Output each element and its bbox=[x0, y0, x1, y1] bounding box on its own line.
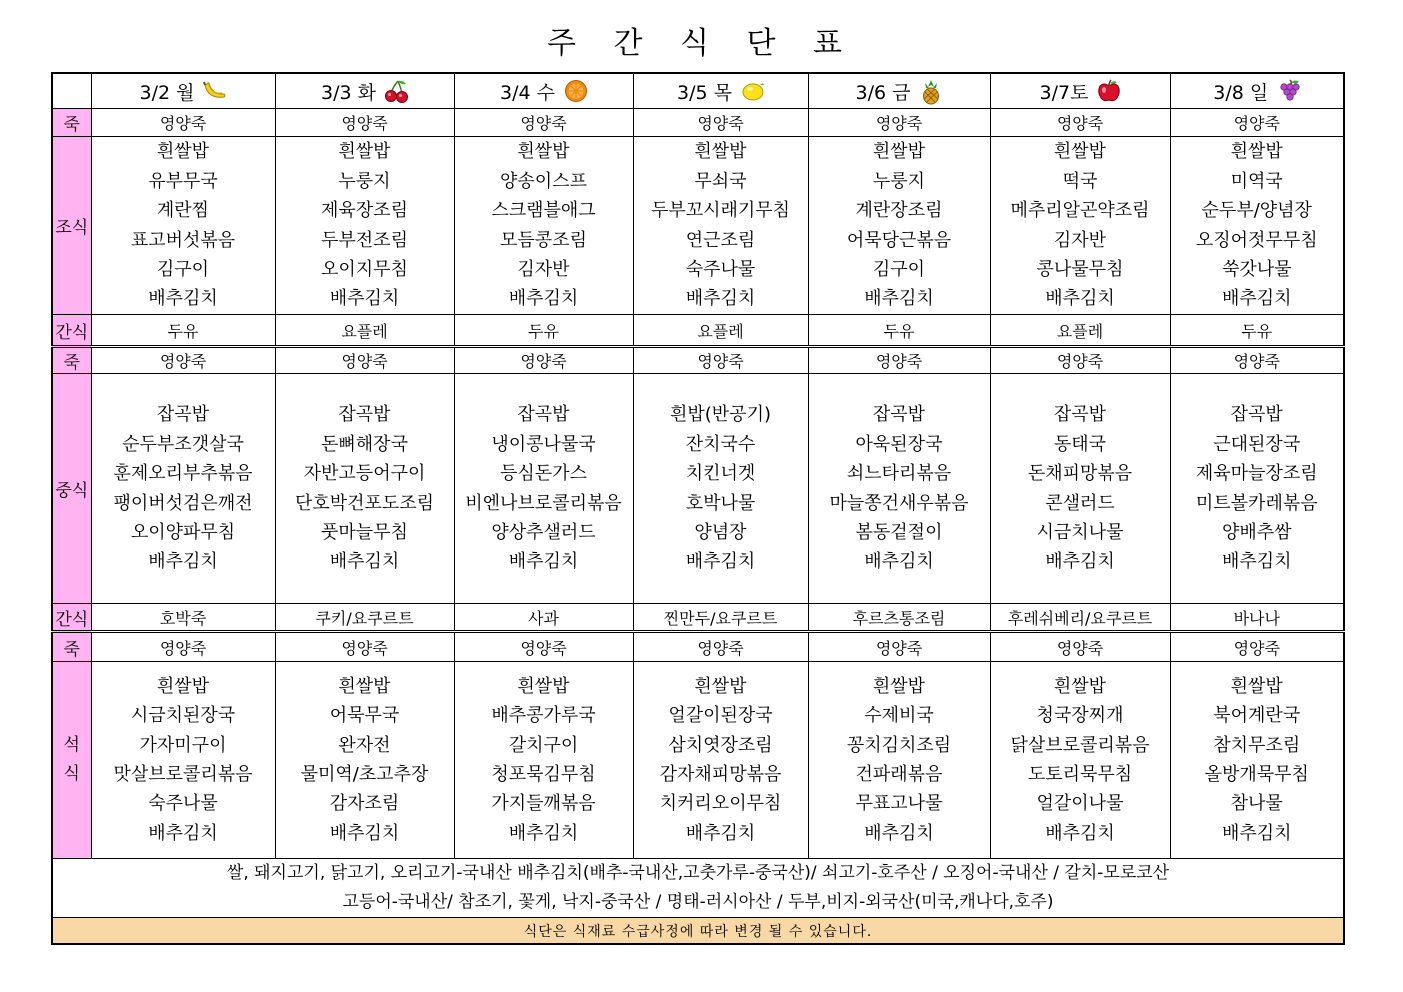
menu-item: 배추김치 bbox=[1045, 822, 1115, 844]
menu-item: 김구이 bbox=[156, 258, 210, 280]
dinner-row bbox=[52, 662, 1344, 859]
lunch-porridge-cell: 영양죽 bbox=[1170, 347, 1344, 374]
menu-item: 배추김치 bbox=[1045, 288, 1115, 310]
menu-item: 시금치된장국 bbox=[130, 705, 236, 727]
menu-item: 쇠느타리볶음 bbox=[846, 463, 952, 485]
menu-item: 북어계란국 bbox=[1213, 705, 1301, 727]
menu-item: 숙주나물 bbox=[148, 793, 218, 815]
menu-item: 스크램블애그 bbox=[491, 200, 596, 222]
breakfast-porridge-cell: 영양죽 bbox=[275, 109, 454, 137]
menu-item: 잡곡밥 bbox=[872, 404, 926, 426]
menu-item: 청국장찌개 bbox=[1036, 705, 1124, 727]
breakfast-porridge-cell: 영양죽 bbox=[808, 109, 990, 137]
day-header-content bbox=[500, 78, 587, 105]
menu-item: 올방개묵무침 bbox=[1204, 764, 1309, 785]
afternoon-snack-row bbox=[52, 604, 1344, 632]
menu-item: 배추김치 bbox=[148, 551, 218, 573]
dinner-label-2: 식 bbox=[63, 764, 80, 784]
lunch-menu-cell bbox=[808, 374, 990, 604]
lunch-porridge-cell: 영양죽 bbox=[91, 347, 275, 374]
menu-item: 수제비국 bbox=[864, 705, 934, 727]
day-header-content bbox=[677, 78, 764, 105]
menu-item: 배추김치 bbox=[148, 288, 218, 310]
menu-item: 비엔나브로콜리볶음 bbox=[465, 492, 622, 514]
menu-item: 어묵당근볶음 bbox=[846, 229, 952, 251]
morning-snack-cell: 요플레 bbox=[990, 315, 1170, 347]
menu-item: 훈제오리부추볶음 bbox=[113, 463, 253, 485]
menu-item: 근대된장국 bbox=[1213, 433, 1301, 455]
afternoon-snack-cell: 호박죽 bbox=[91, 604, 275, 632]
lunch-menu-cell bbox=[633, 374, 808, 604]
menu-item: 동태국 bbox=[1053, 433, 1107, 455]
menu-item: 갈치구이 bbox=[508, 734, 579, 756]
day-date: 3/3 화 bbox=[321, 81, 376, 104]
menu-item: 제육장조림 bbox=[321, 200, 408, 222]
lunch-porridge-cell: 영양죽 bbox=[633, 347, 808, 374]
day-header-5 bbox=[990, 73, 1170, 109]
menu-item: 미트볼카레볶음 bbox=[1195, 492, 1318, 514]
lunch-row bbox=[52, 374, 1344, 604]
menu-item: 양상추샐러드 bbox=[491, 521, 596, 543]
morning-snack-cell: 두유 bbox=[91, 315, 275, 347]
menu-item: 유부무국 bbox=[148, 170, 218, 192]
menu-item: 제육마늘장조림 bbox=[1195, 463, 1318, 485]
lunch-menu-cell bbox=[1170, 374, 1344, 604]
menu-item: 배추김치 bbox=[508, 551, 579, 573]
menu-item: 떡국 bbox=[1062, 170, 1098, 192]
porridge-label: 죽 bbox=[52, 347, 91, 374]
day-date: 3/7토 bbox=[1039, 81, 1089, 104]
menu-item: 가자미구이 bbox=[139, 734, 227, 756]
menu-item: 오이양파무침 bbox=[130, 521, 236, 543]
menu-item: 무표고나물 bbox=[855, 793, 943, 815]
lunch-label: 중식 bbox=[52, 374, 91, 604]
menu-item: 돈채피망볶음 bbox=[1027, 463, 1133, 485]
day-header-1 bbox=[275, 73, 454, 109]
menu-item: 어묵무국 bbox=[329, 705, 400, 727]
menu-change-notice: 식단은 식재료 수급사정에 따라 변경 될 수 있습니다. bbox=[52, 918, 1344, 945]
menu-item: 배추김치 bbox=[148, 822, 218, 844]
menu-item: 누룽지 bbox=[872, 170, 926, 192]
menu-item: 콩나물무침 bbox=[1036, 258, 1124, 280]
menu-item: 잡곡밥 bbox=[1230, 404, 1283, 426]
menu-item: 마늘쫑건새우볶음 bbox=[829, 492, 969, 514]
origin-info bbox=[52, 859, 1344, 918]
breakfast-row bbox=[52, 137, 1344, 315]
day-header-6 bbox=[1170, 73, 1344, 109]
afternoon-snack-cell: 바나나 bbox=[1170, 604, 1344, 632]
lunch-menu-cell bbox=[91, 374, 275, 604]
menu-item: 물미역/초고추장 bbox=[300, 764, 429, 785]
lunch-porridge-row bbox=[52, 347, 1344, 374]
lunch-menu-cell bbox=[275, 374, 454, 604]
dinner-menu-cell bbox=[808, 662, 990, 859]
menu-item: 감자조림 bbox=[329, 793, 400, 815]
menu-item: 잡곡밥 bbox=[517, 404, 570, 426]
menu-item: 건파래볶음 bbox=[855, 764, 943, 785]
day-header-0 bbox=[91, 73, 275, 109]
menu-item: 흰쌀밥 bbox=[694, 675, 747, 697]
menu-item: 무쇠국 bbox=[694, 170, 747, 192]
menu-item: 잡곡밥 bbox=[156, 404, 210, 426]
afternoon-snack-cell: 사과 bbox=[454, 604, 633, 632]
menu-item: 양념장 bbox=[694, 521, 747, 543]
breakfast-porridge-cell: 영양죽 bbox=[990, 109, 1170, 137]
menu-item: 흰쌀밥 bbox=[338, 675, 391, 697]
menu-item: 도토리묵무침 bbox=[1027, 764, 1133, 785]
menu-item: 맛살브로콜리볶음 bbox=[113, 764, 253, 785]
menu-item: 배추콩가루국 bbox=[491, 705, 596, 727]
menu-item: 배추김치 bbox=[329, 822, 400, 844]
dinner-porridge-row bbox=[52, 632, 1344, 662]
menu-item: 오징어젓무무침 bbox=[1195, 229, 1318, 251]
menu-item: 냉이콩나물국 bbox=[491, 433, 596, 455]
morning-snack-cell: 두유 bbox=[454, 315, 633, 347]
day-header-3 bbox=[633, 73, 808, 109]
lunch-menu-cell bbox=[990, 374, 1170, 604]
morning-snack-row bbox=[52, 315, 1344, 347]
orange-icon bbox=[563, 79, 587, 103]
menu-item: 아욱된장국 bbox=[855, 433, 943, 455]
day-date: 3/5 목 bbox=[677, 81, 732, 104]
breakfast-menu-cell bbox=[1170, 137, 1344, 315]
menu-item: 흰쌀밥 bbox=[1053, 675, 1107, 697]
breakfast-label: 조식 bbox=[52, 137, 91, 315]
menu-item: 흰쌀밥 bbox=[872, 675, 926, 697]
menu-item: 메추리알곤약조림 bbox=[1010, 200, 1150, 222]
note-row bbox=[52, 918, 1344, 945]
breakfast-menu-cell bbox=[454, 137, 633, 315]
menu-item: 참치무조림 bbox=[1213, 734, 1301, 756]
afternoon-snack-cell: 후레쉬베리/요쿠르트 bbox=[990, 604, 1170, 632]
menu-item: 배추김치 bbox=[508, 288, 579, 310]
menu-item: 표고버섯볶음 bbox=[130, 229, 236, 251]
origin-line-1: 쌀, 돼지고기, 닭고기, 오리고기-국내산 배추김치(배추-국내산,고춧가루-중국산)/ 쇠고기-호주산 / 오징어-국내산 / 갈치-모로코산 bbox=[226, 863, 1170, 883]
lunch-menu-cell bbox=[454, 374, 633, 604]
morning-snack-cell: 요플레 bbox=[275, 315, 454, 347]
breakfast-porridge-cell: 영양죽 bbox=[1170, 109, 1344, 137]
dinner-menu-cell bbox=[91, 662, 275, 859]
menu-item: 풋마늘무침 bbox=[321, 521, 408, 543]
menu-item: 흰쌀밥 bbox=[517, 675, 570, 697]
dinner-menu-cell bbox=[1170, 662, 1344, 859]
breakfast-menu-cell bbox=[808, 137, 990, 315]
dinner-porridge-cell: 영양죽 bbox=[91, 632, 275, 662]
day-header-4 bbox=[808, 73, 990, 109]
porridge-label: 죽 bbox=[52, 632, 91, 662]
menu-item: 양배추쌈 bbox=[1221, 521, 1292, 543]
dinner-label-1: 석 bbox=[63, 735, 80, 755]
corner-cell bbox=[52, 73, 91, 109]
lunch-porridge-cell: 영양죽 bbox=[990, 347, 1170, 374]
menu-item: 자반고등어구이 bbox=[303, 463, 426, 485]
menu-body bbox=[52, 73, 1344, 944]
menu-item: 두부전조림 bbox=[321, 229, 408, 251]
breakfast-porridge-cell: 영양죽 bbox=[454, 109, 633, 137]
lunch-porridge-cell: 영양죽 bbox=[808, 347, 990, 374]
menu-item: 시금치나물 bbox=[1036, 521, 1124, 543]
menu-item: 완자전 bbox=[338, 734, 391, 756]
snack-label: 간식 bbox=[52, 604, 91, 632]
menu-item: 계란찜 bbox=[156, 200, 210, 222]
dinner-menu-cell bbox=[275, 662, 454, 859]
menu-item: 김자반 bbox=[1053, 229, 1107, 251]
dinner-porridge-cell: 영양죽 bbox=[990, 632, 1170, 662]
breakfast-menu-cell bbox=[275, 137, 454, 315]
dinner-menu-cell bbox=[633, 662, 808, 859]
breakfast-menu-cell bbox=[990, 137, 1170, 315]
dinner-porridge-cell: 영양죽 bbox=[633, 632, 808, 662]
breakfast-porridge-cell: 영양죽 bbox=[633, 109, 808, 137]
menu-item: 잡곡밥 bbox=[1053, 404, 1107, 426]
dinner-porridge-cell: 영양죽 bbox=[808, 632, 990, 662]
dinner-menu-cell bbox=[990, 662, 1170, 859]
menu-item: 누룽지 bbox=[338, 170, 391, 192]
menu-item: 잔치국수 bbox=[685, 433, 756, 455]
menu-item: 김자반 bbox=[517, 258, 570, 280]
breakfast-menu-cell bbox=[633, 137, 808, 315]
menu-item: 두부꼬시래기무침 bbox=[650, 200, 791, 222]
menu-item: 배추김치 bbox=[685, 551, 756, 573]
day-date: 3/8 일 bbox=[1213, 81, 1269, 104]
menu-item: 배추김치 bbox=[329, 288, 400, 310]
menu-item: 흰쌀밥 bbox=[1053, 141, 1107, 163]
morning-snack-cell: 두유 bbox=[1170, 315, 1344, 347]
menu-item: 등심돈가스 bbox=[500, 463, 587, 485]
day-header-content bbox=[856, 78, 943, 105]
menu-item: 청포묵김무침 bbox=[491, 764, 596, 785]
menu-item: 배추김치 bbox=[685, 288, 756, 310]
menu-item: 쑥갓나물 bbox=[1221, 258, 1292, 280]
dinner-porridge-cell: 영양죽 bbox=[275, 632, 454, 662]
menu-item: 연근조림 bbox=[685, 229, 756, 251]
porridge-label: 죽 bbox=[52, 109, 91, 137]
menu-item: 모듬콩조림 bbox=[500, 229, 587, 251]
menu-item: 치커리오이무침 bbox=[659, 793, 782, 815]
menu-item: 참나물 bbox=[1230, 793, 1283, 815]
menu-item: 미역국 bbox=[1230, 170, 1283, 192]
menu-item: 흰밥(반공기) bbox=[670, 404, 771, 426]
afternoon-snack-cell: 쿠키/요쿠르트 bbox=[275, 604, 454, 632]
lunch-porridge-cell: 영양죽 bbox=[275, 347, 454, 374]
menu-item: 숙주나물 bbox=[685, 258, 756, 280]
menu-item: 꽁치김치조림 bbox=[846, 734, 952, 756]
day-date: 3/2 월 bbox=[139, 81, 195, 104]
morning-snack-cell: 요플레 bbox=[633, 315, 808, 347]
menu-item: 흰쌀밥 bbox=[156, 675, 210, 697]
menu-item: 닭살브로콜리볶음 bbox=[1010, 734, 1150, 756]
menu-item: 배추김치 bbox=[1221, 822, 1292, 844]
breakfast-menu-cell bbox=[91, 137, 275, 315]
menu-item: 봄동겉절이 bbox=[855, 521, 943, 543]
menu-item: 배추김치 bbox=[864, 288, 934, 310]
menu-item: 흰쌀밥 bbox=[1230, 141, 1283, 163]
breakfast-porridge-cell: 영양죽 bbox=[91, 109, 275, 137]
menu-item: 배추김치 bbox=[508, 822, 579, 844]
menu-item: 오이지무침 bbox=[321, 258, 408, 280]
menu-item: 양송이스프 bbox=[500, 170, 587, 192]
day-header-content bbox=[140, 78, 227, 105]
menu-item: 단호박건포도조림 bbox=[294, 492, 435, 514]
menu-item: 콘샐러드 bbox=[1045, 492, 1115, 514]
day-date: 3/4 수 bbox=[500, 81, 555, 104]
menu-item: 삼치엿장조림 bbox=[668, 734, 773, 756]
dinner-label bbox=[52, 662, 91, 859]
menu-item: 얼갈이나물 bbox=[1036, 793, 1124, 815]
menu-item: 배추김치 bbox=[329, 551, 400, 573]
menu-item: 팽이버섯검은깨전 bbox=[113, 492, 253, 514]
menu-item: 배추김치 bbox=[1221, 551, 1292, 573]
page-title: 주 간 식 단 표 bbox=[546, 26, 857, 61]
menu-item: 흰쌀밥 bbox=[338, 141, 391, 163]
menu-item: 배추김치 bbox=[1045, 551, 1115, 573]
menu-item: 감자채피망볶음 bbox=[659, 764, 782, 785]
cherry-icon bbox=[384, 79, 408, 103]
origin-row bbox=[52, 859, 1344, 918]
menu-item: 흰쌀밥 bbox=[156, 141, 210, 163]
day-header-content bbox=[1213, 78, 1300, 105]
origin-line-2: 고등어-국내산/ 참조기, 꽃게, 낙지-중국산 / 명태-러시아산 / 두부,비지-외국산(미국,캐나다,호주) bbox=[342, 892, 1054, 912]
menu-item: 배추김치 bbox=[864, 551, 934, 573]
lunch-porridge-cell: 영양죽 bbox=[454, 347, 633, 374]
banana-icon bbox=[202, 79, 226, 103]
snack-label: 간식 bbox=[52, 315, 91, 347]
header-row bbox=[52, 73, 1344, 109]
lemon-icon bbox=[740, 79, 764, 103]
menu-item: 얼갈이된장국 bbox=[668, 705, 773, 727]
menu-item: 잡곡밥 bbox=[338, 404, 391, 426]
dinner-porridge-cell: 영양죽 bbox=[1170, 632, 1344, 662]
menu-item: 흰쌀밥 bbox=[1230, 675, 1283, 697]
grape-icon bbox=[1276, 79, 1300, 103]
day-header-2 bbox=[454, 73, 633, 109]
menu-item: 순두부조갯살국 bbox=[122, 433, 244, 455]
menu-item: 치킨너겟 bbox=[685, 463, 756, 485]
menu-item: 호박나물 bbox=[685, 492, 756, 514]
menu-item: 흰쌀밥 bbox=[517, 141, 570, 163]
apple-icon bbox=[1096, 79, 1120, 103]
morning-snack-cell: 두유 bbox=[808, 315, 990, 347]
menu-item: 배추김치 bbox=[685, 822, 756, 844]
pineapple-icon bbox=[918, 79, 942, 103]
menu-item: 가지들깨볶음 bbox=[491, 793, 596, 815]
breakfast-porridge-row bbox=[52, 109, 1344, 137]
menu-item: 순두부/양념장 bbox=[1201, 200, 1312, 222]
day-date: 3/6 금 bbox=[855, 81, 911, 104]
menu-item: 흰쌀밥 bbox=[872, 141, 926, 163]
menu-item: 돈뼈해장국 bbox=[321, 433, 408, 455]
menu-item: 배추김치 bbox=[1221, 288, 1292, 310]
dinner-porridge-cell: 영양죽 bbox=[454, 632, 633, 662]
menu-item: 배추김치 bbox=[864, 822, 934, 844]
menu-item: 계란장조림 bbox=[855, 200, 943, 222]
afternoon-snack-cell: 찐만두/요쿠르트 bbox=[633, 604, 808, 632]
afternoon-snack-cell: 후르츠통조림 bbox=[808, 604, 990, 632]
day-header-content bbox=[321, 78, 408, 105]
weekly-menu-table bbox=[51, 72, 1345, 945]
menu-item: 김구이 bbox=[872, 258, 926, 280]
day-header-content bbox=[1040, 78, 1121, 105]
dinner-menu-cell bbox=[454, 662, 633, 859]
menu-item: 흰쌀밥 bbox=[694, 141, 747, 163]
